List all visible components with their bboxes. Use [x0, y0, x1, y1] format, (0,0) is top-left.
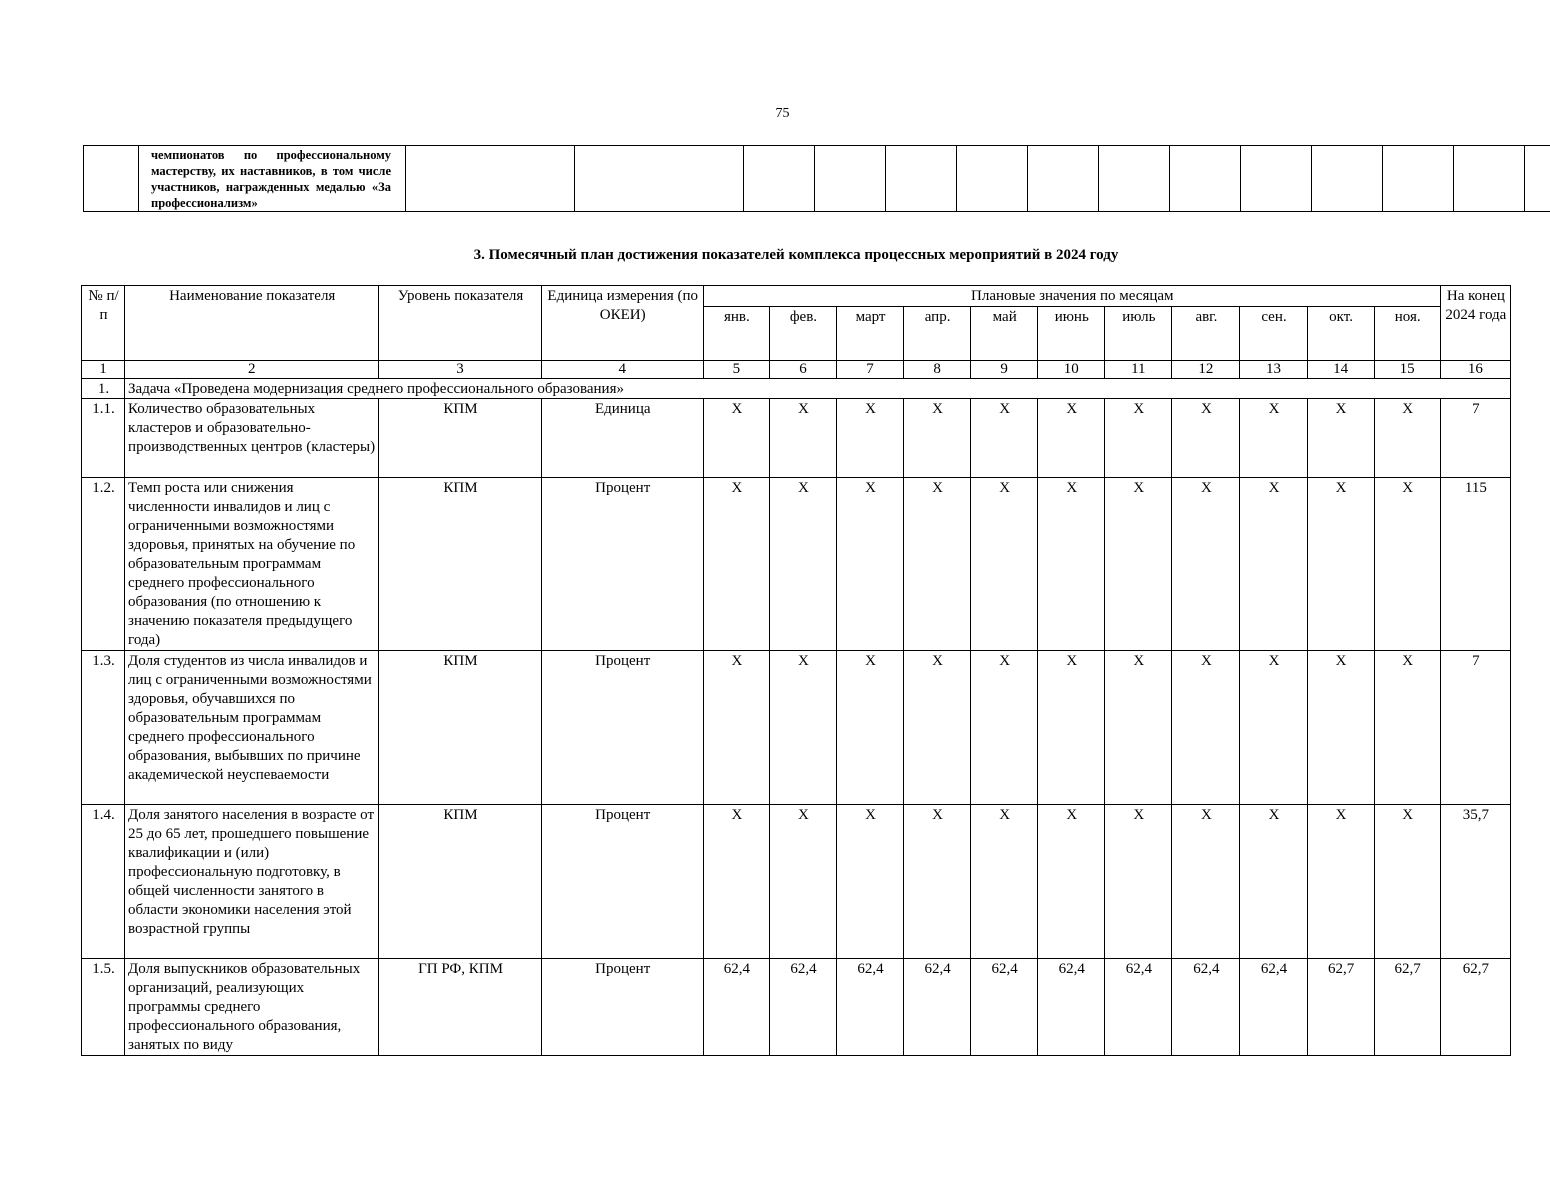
column-number: 4 — [541, 361, 703, 379]
indicator-row — [82, 399, 1511, 478]
column-number: 15 — [1374, 361, 1440, 379]
header-end: На конец 2024 года — [1440, 286, 1510, 361]
month-value: X — [1374, 651, 1440, 805]
end-of-year-value: 115 — [1440, 478, 1510, 651]
month-value: X — [703, 651, 769, 805]
page-number: 75 — [775, 106, 790, 121]
column-number: 11 — [1105, 361, 1172, 379]
indicator-unit: Единица — [541, 399, 703, 478]
month-value: X — [904, 478, 971, 651]
monthly-plan-table — [81, 285, 1511, 1056]
row-number: 1.2. — [82, 478, 125, 651]
carry-over-table — [83, 145, 1550, 212]
task-text: Задача «Проведена модернизация среднего профессионального образования» — [125, 379, 1511, 399]
month-value: X — [769, 805, 836, 959]
month-header: ноя. — [1374, 307, 1440, 361]
month-value: X — [1240, 651, 1307, 805]
month-value: X — [703, 478, 769, 651]
month-value: X — [904, 805, 971, 959]
carry-over-empty-cell — [1241, 146, 1312, 212]
carry-over-empty-cell — [957, 146, 1028, 212]
month-value: X — [1105, 651, 1172, 805]
month-value: X — [1172, 805, 1240, 959]
month-header: фев. — [769, 307, 836, 361]
carry-over-empty-cell — [744, 146, 815, 212]
month-value: X — [1038, 399, 1105, 478]
month-value: X — [1307, 478, 1374, 651]
carry-over-empty-cell — [1170, 146, 1241, 212]
carry-over-name-cell — [139, 146, 406, 212]
column-number-row — [82, 361, 1511, 379]
column-number: 9 — [971, 361, 1038, 379]
indicator-level: КПМ — [379, 478, 541, 651]
indicator-row — [82, 651, 1511, 805]
carry-over-empty-cell — [1099, 146, 1170, 212]
indicator-row — [82, 959, 1511, 1056]
indicator-row — [82, 805, 1511, 959]
column-number: 1 — [82, 361, 125, 379]
month-value: X — [1307, 805, 1374, 959]
month-header: янв. — [703, 307, 769, 361]
column-number: 16 — [1440, 361, 1510, 379]
indicator-unit: Процент — [541, 805, 703, 959]
month-value: 62,4 — [769, 959, 836, 1056]
month-value: X — [836, 651, 903, 805]
header-level: Уровень показателя — [379, 286, 541, 361]
header-unit: Единица измерения (по ОКЕИ) — [541, 286, 703, 361]
month-value: 62,4 — [1172, 959, 1240, 1056]
header-name: Наименование показателя — [125, 286, 379, 361]
row-number: 1.3. — [82, 651, 125, 805]
month-header: авг. — [1172, 307, 1240, 361]
carry-over-empty-cell — [886, 146, 957, 212]
month-value: X — [703, 399, 769, 478]
month-value: X — [836, 478, 903, 651]
column-number: 10 — [1038, 361, 1105, 379]
indicator-unit: Процент — [541, 959, 703, 1056]
month-value: X — [1105, 805, 1172, 959]
month-value: X — [769, 651, 836, 805]
month-value: X — [971, 651, 1038, 805]
column-number: 7 — [836, 361, 903, 379]
section-title: 3. Помесячный план достижения показателей комплекса процессных мероприятий в 2024 году — [473, 247, 1119, 263]
indicator-name: Доля студентов из числа инвалидов и лиц с ограниченными возможностями здоровья, обучавшихся по образовательным программам среднего профессионального образования, выбывших по причине академической неуспеваемости — [125, 651, 379, 805]
column-number: 13 — [1240, 361, 1307, 379]
month-value: X — [1374, 805, 1440, 959]
month-value: X — [1105, 399, 1172, 478]
column-number: 2 — [125, 361, 379, 379]
month-value: X — [703, 805, 769, 959]
column-number: 8 — [904, 361, 971, 379]
indicator-level: КПМ — [379, 399, 541, 478]
month-value: X — [971, 399, 1038, 478]
month-value: X — [1172, 651, 1240, 805]
month-value: 62,4 — [1105, 959, 1172, 1056]
row-number: 1.5. — [82, 959, 125, 1056]
carry-over-empty-cell — [815, 146, 886, 212]
month-value: 62,4 — [836, 959, 903, 1056]
month-value: X — [1307, 399, 1374, 478]
carry-over-empty-cell — [1028, 146, 1099, 212]
indicator-unit: Процент — [541, 478, 703, 651]
column-number: 12 — [1172, 361, 1240, 379]
header-row — [82, 286, 1511, 307]
month-value: X — [1307, 651, 1374, 805]
month-header: июнь — [1038, 307, 1105, 361]
carry-over-empty-cell — [575, 146, 744, 212]
month-value: X — [836, 805, 903, 959]
carry-over-empty-cell — [1525, 146, 1550, 212]
end-of-year-value: 35,7 — [1440, 805, 1510, 959]
carry-over-empty-cell — [1454, 146, 1525, 212]
month-value: X — [1038, 805, 1105, 959]
month-value: X — [904, 651, 971, 805]
carry-over-empty-cell — [406, 146, 575, 212]
indicator-level: ГП РФ, КПМ — [379, 959, 541, 1056]
indicator-row — [82, 478, 1511, 651]
month-value: X — [971, 478, 1038, 651]
task-row — [82, 379, 1511, 399]
month-value: X — [1240, 478, 1307, 651]
month-value: X — [1038, 651, 1105, 805]
month-header: май — [971, 307, 1038, 361]
month-header: июль — [1105, 307, 1172, 361]
carry-over-empty-cell — [1312, 146, 1383, 212]
indicator-unit: Процент — [541, 651, 703, 805]
column-number: 5 — [703, 361, 769, 379]
end-of-year-value: 7 — [1440, 651, 1510, 805]
carry-over-row — [84, 146, 1550, 212]
header-planned: Плановые значения по месяцам — [703, 286, 1440, 307]
month-value: X — [1172, 399, 1240, 478]
month-value: 62,4 — [703, 959, 769, 1056]
indicator-name: Темп роста или снижения численности инвалидов и лиц с ограниченными возможностями здоровья, принятых на обучение по образовательным программам среднего профессионального образования (по отношению к значению показателя предыдущего года) — [125, 478, 379, 651]
month-value: X — [836, 399, 903, 478]
end-of-year-value: 7 — [1440, 399, 1510, 478]
month-value: 62,4 — [971, 959, 1038, 1056]
month-value: X — [769, 478, 836, 651]
indicator-level: КПМ — [379, 651, 541, 805]
month-header: окт. — [1307, 307, 1374, 361]
month-value: 62,7 — [1307, 959, 1374, 1056]
month-value: X — [1172, 478, 1240, 651]
month-value: X — [1240, 399, 1307, 478]
end-of-year-value: 62,7 — [1440, 959, 1510, 1056]
row-number: 1.1. — [82, 399, 125, 478]
month-header: сен. — [1240, 307, 1307, 361]
month-value: 62,4 — [904, 959, 971, 1056]
indicator-name: Количество образовательных кластеров и образовательно-производственных центров (кластеры) — [125, 399, 379, 478]
month-value: 62,4 — [1038, 959, 1105, 1056]
month-value: X — [1038, 478, 1105, 651]
month-value: X — [971, 805, 1038, 959]
indicator-rows — [82, 399, 1511, 1056]
month-header: апр. — [904, 307, 971, 361]
carry-over-num-cell — [84, 146, 139, 212]
indicator-name: Доля занятого населения в возрасте от 25 до 65 лет, прошедшего повышение квалификации и (или) профессиональную подготовку, в общей численности занятого в области экономики населения этой возрастной группы — [125, 805, 379, 959]
month-value: X — [1374, 399, 1440, 478]
row-number: 1.4. — [82, 805, 125, 959]
indicator-level: КПМ — [379, 805, 541, 959]
month-header: март — [836, 307, 903, 361]
header-num: № п/п — [82, 286, 125, 361]
month-value: 62,4 — [1240, 959, 1307, 1056]
indicator-name: Доля выпускников образовательных организаций, реализующих программы среднего профессионального образования, занятых по виду — [125, 959, 379, 1056]
month-value: X — [1105, 478, 1172, 651]
task-num: 1. — [82, 379, 125, 399]
carry-over-text: чемпионатов по профессиональному мастерству, их наставников, в том числе участников, награжденных медалью «За профессионализм» — [151, 148, 391, 210]
month-value: X — [1240, 805, 1307, 959]
month-value: X — [904, 399, 971, 478]
month-value: X — [769, 399, 836, 478]
column-number: 3 — [379, 361, 541, 379]
month-value: X — [1374, 478, 1440, 651]
column-number: 14 — [1307, 361, 1374, 379]
month-value: 62,7 — [1374, 959, 1440, 1056]
carry-over-empty-cell — [1383, 146, 1454, 212]
column-number: 6 — [769, 361, 836, 379]
